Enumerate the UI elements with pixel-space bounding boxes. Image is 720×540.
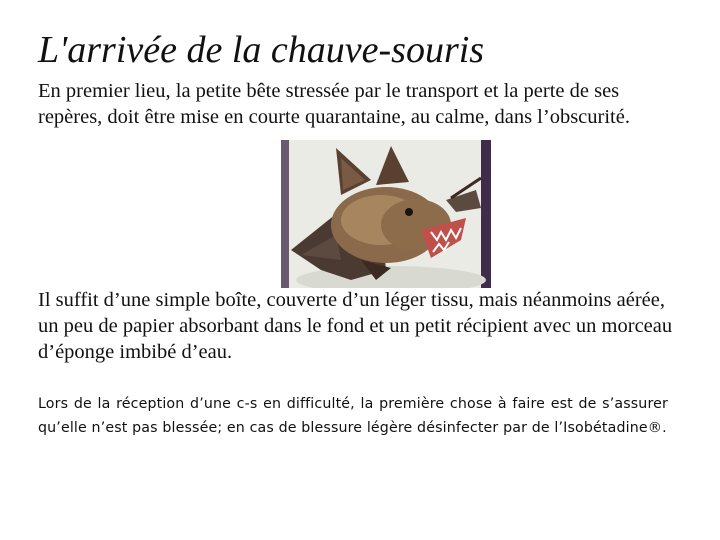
bat-photo (281, 140, 491, 288)
slide-title: L'arrivée de la chauve-souris (38, 29, 485, 71)
intro-paragraph: En premier lieu, la petite bête stressée par le transport et la perte de ses repères, doit être mise en courte quarantaine, au calme, dans l’obscurité. (38, 80, 630, 128)
reception-note-paragraph: Lors de la réception d’une c-s en difficulté, la première chose à faire est de s’assurer qu’elle n’est pas blessée; en cas de blessure légère désinfecter par de l’Isobétadine®. (38, 396, 668, 436)
bat-illustration (281, 140, 491, 288)
box-instructions-paragraph: Il suffit d’une simple boîte, couverte d’un léger tissu, mais néanmoins aérée, un peu de papier absorbant dans le fond et un petit récipient avec un morceau d’éponge imbibé d’eau. (38, 289, 673, 363)
